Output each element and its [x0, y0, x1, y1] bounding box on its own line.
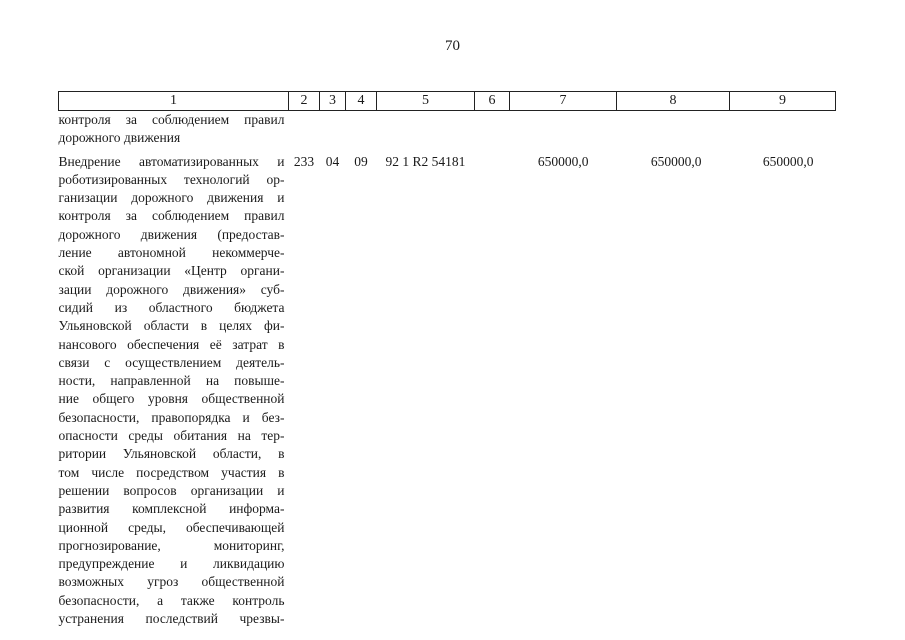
description-line: опасности среды обитания на тер-	[58, 428, 285, 444]
description-line: предупреждение и ликвидацию	[58, 556, 285, 572]
column-header-5: 5	[377, 92, 475, 111]
row-description	[59, 153, 289, 629]
description-line: ганизации дорожного движения и	[58, 190, 285, 206]
description-line: нансового обеспечения её затрат в	[58, 336, 285, 352]
column-header-8: 8	[617, 92, 730, 111]
table-row	[59, 153, 836, 629]
description-line: том числе посредством участия в	[58, 464, 285, 480]
description-line: ление автономной некоммерче-	[58, 245, 285, 261]
cell-expense-type	[475, 153, 510, 629]
description-line: зации дорожного движения» суб-	[58, 281, 285, 297]
description-line: развития комплексной информа-	[58, 501, 285, 517]
cell-subsection-code: 09	[354, 153, 368, 169]
cell-target-article: 92 1 R2 54181	[385, 153, 466, 169]
description-line: роботизированных технологий ор-	[58, 171, 285, 187]
cell-amount-col8: 650000,0	[650, 153, 702, 169]
description-line: безопасности, правопорядка и без-	[58, 409, 285, 425]
column-header-7: 7	[510, 92, 617, 111]
description-line: ционной среды, обеспечивающей	[58, 519, 285, 535]
description-line: контроля за соблюдением правил	[58, 208, 285, 224]
description-line: решении вопросов организации и	[58, 482, 285, 498]
description-line: Внедрение автоматизированных и	[58, 153, 285, 169]
description-line: прогнозирование, мониторинг,	[58, 537, 285, 553]
table-header-row	[59, 92, 836, 111]
continuation-line: дорожного движения	[58, 130, 181, 146]
cell-ministry-code: 233	[293, 153, 315, 169]
column-header-3: 3	[320, 92, 346, 111]
column-header-2: 2	[289, 92, 320, 111]
column-header-6: 6	[475, 92, 510, 111]
continuation-line: контроля за соблюдением правил	[58, 112, 285, 127]
continuation-row	[59, 111, 836, 148]
description-line: сидий из областного бюджета	[58, 299, 285, 315]
description-line: возможных угроз общественной	[58, 574, 285, 590]
description-line: безопасности, а также контроль	[58, 592, 285, 608]
page-number: 70	[445, 38, 460, 54]
description-line: ности, направленной на повыше-	[58, 373, 285, 389]
continuation-text	[59, 111, 289, 148]
description-line: Ульяновской области в целях фи-	[58, 318, 285, 334]
column-header-9: 9	[730, 92, 836, 111]
description-line: дорожного движения (предостав-	[58, 226, 285, 242]
column-header-1: 1	[59, 92, 289, 111]
cell-amount-col7: 650000,0	[537, 153, 589, 169]
cell-section-code: 04	[325, 153, 340, 169]
description-line: ритории Ульяновской области, в	[58, 446, 285, 462]
column-header-4: 4	[346, 92, 377, 111]
description-line: ской организации «Центр органи-	[58, 263, 285, 279]
cell-amount-col9: 650000,0	[762, 153, 814, 169]
budget-table	[58, 91, 836, 628]
description-line: связи с осуществлением деятель-	[58, 354, 285, 370]
description-line: устранения последствий чрезвы-	[58, 611, 285, 627]
description-line: ние общего уровня общественной	[58, 391, 285, 407]
